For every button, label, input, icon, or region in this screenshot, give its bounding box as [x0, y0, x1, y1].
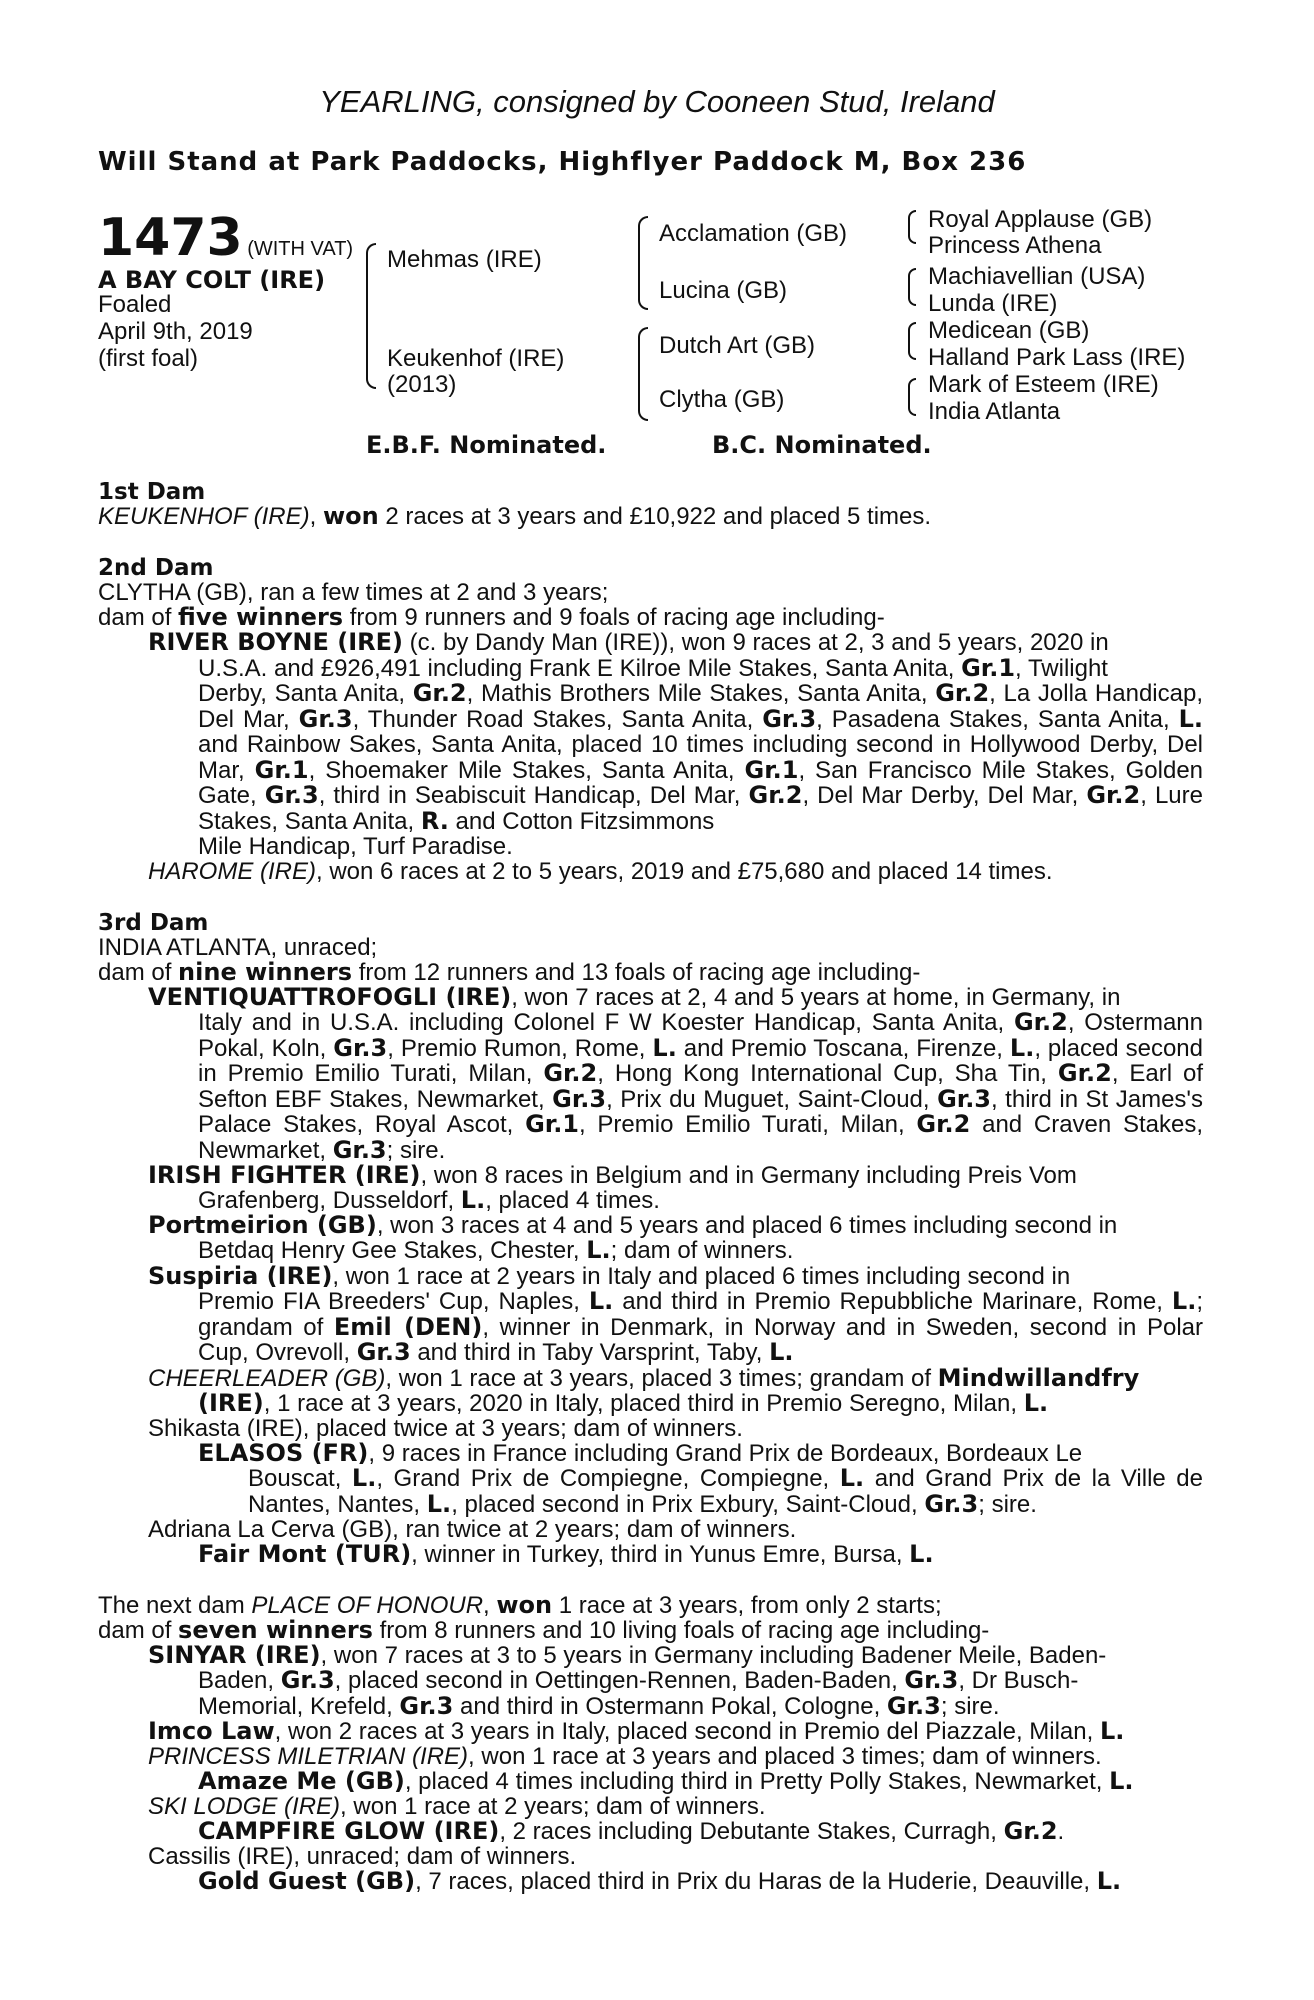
produce-fair-mont: Fair Mont (TUR), winner in Turkey, third in Yunus Emre, Bursa, L. — [198, 1540, 934, 1568]
produce-cassilis: Cassilis (IRE), unraced; dam of winners. — [148, 1843, 577, 1870]
produce-ski-lodge: SKI LODGE (IRE), won 1 race at 2 years; dam of winners. — [148, 1793, 766, 1820]
produce-gold-guest: Gold Guest (GB), 7 races, placed third in Prix du Haras de la Huderie, Deauville, L. — [198, 1867, 1122, 1895]
next-dam-name: PLACE OF HONOUR — [251, 1592, 484, 1619]
lot-name: A BAY COLT (IRE) — [98, 266, 326, 294]
second-dam-winners: five winners — [178, 603, 344, 631]
next-dam-won: won — [496, 1591, 553, 1619]
produce-harome: HAROME (IRE), won 6 races at 2 to 5 years, 2019 and £75,680 and placed 14 times. — [148, 858, 1053, 885]
lot-number-line — [98, 208, 353, 268]
produce-irish-fighter-cont: Grafenberg, Dusseldorf, L., placed 4 times. — [198, 1186, 660, 1214]
produce-portmeirion-cont: Betdaq Henry Gee Stakes, Chester, L.; dam of winners. — [198, 1236, 794, 1264]
next-dam-line2 — [98, 1618, 989, 1644]
second-dam-line1: CLYTHA (GB), ran a few times at 2 and 3 years; — [98, 579, 609, 606]
ggd-2: Lunda (IRE) — [928, 290, 1058, 317]
produce-elasos-cont: Bouscat, L., Grand Prix de Compiegne, Compiegne, L. and Grand Prix de la Ville de Nantes, Nantes, L., placed second in Prix Exbury, Saint-Cloud, Gr.3; sire. — [248, 1464, 1203, 1518]
next-dam-text-h: from 8 runners and 10 living foals of racing age including- — [372, 1617, 990, 1644]
foaled-label: Foaled — [98, 291, 172, 318]
produce-princess-miletrian: PRINCESS MILETRIAN (IRE), won 1 race at 3 years and placed 3 times; dam of winners. — [148, 1743, 1102, 1770]
produce-campfire-glow: CAMPFIRE GLOW (IRE), 2 races including Debutante Stakes, Curragh, Gr.2. — [198, 1817, 1065, 1845]
bc-nominated: B.C. Nominated. — [712, 431, 932, 459]
ggd-4: India Atlanta — [928, 398, 1061, 425]
next-dam-winners: seven winners — [178, 1616, 373, 1644]
foaled-date: April 9th, 2019 — [98, 318, 253, 345]
next-dam-text-c: , — [483, 1592, 497, 1619]
sire-sire: Acclamation (GB) — [659, 220, 848, 247]
dam-dam: Clytha (GB) — [659, 386, 785, 413]
produce-imco-law: Imco Law, won 2 races at 3 years in Italy, placed second in Premio del Piazzale, Milan, L. — [148, 1717, 1125, 1745]
produce-river-boyne: RIVER BOYNE (IRE) (c. by Dandy Man (IRE)), won 9 races at 2, 3 and 5 years, 2020 in U.S.A. and £926,491 including Frank E Kilroe Mile Stakes, Santa Anita, Gr.1, Twilight — [148, 628, 1109, 682]
first-dam-won: won — [322, 502, 379, 530]
produce-suspiria-cont: Premio FIA Breeders' Cup, Naples, L. and third in Premio Repubbliche Marinare, Rome, L.; grandam of Emil (DEN), winner in Denmark, in Norway and in Sweden, second in Polar Cup, Ovrevoll, Gr.3 and third in Taby Varsprint, Taby, L. — [198, 1287, 1203, 1366]
ggd-1: Princess Athena — [928, 232, 1102, 259]
next-dam-line1 — [98, 1593, 942, 1619]
first-dam-title: 1st Dam — [98, 479, 206, 505]
pedigree-brace-2 — [638, 216, 648, 310]
ggs-4: Mark of Esteem (IRE) — [928, 371, 1159, 398]
first-dam-line: KEUKENHOF (IRE), won 2 races at 3 years and £10,922 and placed 5 times. — [98, 502, 932, 530]
page-title: YEARLING, consigned by Cooneen Stud, Ireland — [319, 84, 995, 119]
produce-suspiria: Suspiria (IRE), won 1 race at 2 years in Italy and placed 6 times including second in — [148, 1262, 1071, 1290]
third-dam-title: 3rd Dam — [98, 910, 209, 936]
produce-amaze-me: Amaze Me (GB), placed 4 times including third in Pretty Polly Stakes, Newmarket, L. — [198, 1767, 1134, 1795]
produce-sinyar: SINYAR (IRE), won 7 races at 3 to 5 years in Germany including Badener Meile, Baden- — [148, 1641, 1107, 1669]
third-dam-line2 — [98, 960, 920, 986]
ggs-3: Medicean (GB) — [928, 317, 1090, 344]
dam-year: (2013) — [387, 371, 457, 398]
ggs-1: Royal Applause (GB) — [928, 206, 1153, 233]
pedigree-brace-3 — [638, 327, 648, 421]
first-dam-name: KEUKENHOF (IRE) — [98, 503, 310, 530]
third-dam-text-c: from 12 runners and 13 foals of racing age including- — [352, 959, 921, 986]
ebf-nominated: E.B.F. Nominated. — [366, 431, 607, 459]
produce-shikasta: Shikasta (IRE), placed twice at 3 years; dam of winners. — [148, 1415, 743, 1442]
sire: Mehmas (IRE) — [387, 246, 542, 273]
next-dam-text-a: The next dam — [98, 1592, 252, 1619]
dam-sire: Dutch Art (GB) — [659, 332, 816, 359]
lot-vat: (WITH VAT) — [247, 238, 354, 260]
foal-note: (first foal) — [98, 345, 199, 372]
produce-cheerleader: CHEERLEADER (GB), won 1 race at 3 years, placed 3 times; grandam of Mindwillandfry — [148, 1364, 1140, 1392]
pedigree-brace-5 — [908, 268, 916, 306]
third-dam-line1: INDIA ATLANTA, unraced; — [98, 934, 378, 961]
pedigree-brace-6 — [908, 322, 916, 360]
sire-dam: Lucina (GB) — [659, 277, 788, 304]
second-dam-line2 — [98, 605, 885, 631]
ggd-3: Halland Park Lass (IRE) — [928, 344, 1186, 371]
first-dam-text: 2 races at 3 years and £10,922 and placed 5 times. — [378, 503, 932, 530]
produce-river-boyne-cont: Derby, Santa Anita, Gr.2, Mathis Brothers Mile Stakes, Santa Anita, Gr.2, La Jolla Handicap, Del Mar, Gr.3, Thunder Road Stakes, Santa Anita, Gr.3, Pasadena Stakes, Santa Anita, L. and Rainbow Sakes, Santa Anita, placed 10 times including second in Hollywood Derby, Del Mar, Gr.1, Shoemaker Mile Stakes, Santa Anita, Gr.1, San Francisco Mile Stakes, Golden Gate, Gr.3, third in Seabiscuit Handicap, Del Mar, Gr.2, Del Mar Derby, Del Mar, Gr.2, Lure Stakes, Santa Anita, R. and Cotton Fitzsimmons Mile Handicap, Turf Paradise. — [198, 679, 1204, 860]
ggs-2: Machiavellian (USA) — [928, 263, 1146, 290]
second-dam-title: 2nd Dam — [98, 555, 214, 581]
third-dam-winners: nine winners — [178, 958, 353, 986]
next-dam-text-f: dam of — [98, 1617, 179, 1644]
second-dam-text-c: from 9 runners and 9 foals of racing age including- — [343, 604, 885, 631]
lot-number: 1473 — [98, 208, 243, 268]
produce-cheerleader-cont: (IRE), 1 race at 3 years, 2020 in Italy, placed third in Premio Seregno, Milan, L. — [198, 1389, 1049, 1417]
stand-location: Will Stand at Park Paddocks, Highflyer Paddock M, Box 236 — [98, 147, 1027, 177]
dam: Keukenhof (IRE) — [387, 345, 565, 372]
produce-elasos: ELASOS (FR), 9 races in France including Grand Prix de Bordeaux, Bordeaux Le — [198, 1439, 1083, 1467]
produce-ventiquattrofogli-cont: Italy and in U.S.A. including Colonel F W Koester Handicap, Santa Anita, Gr.2, Ostermann Pokal, Koln, Gr.3, Premio Rumon, Rome, L. and Premio Toscana, Firenze, L., placed second in Premio Emilio Turati, Milan, Gr.2, Hong Kong International Cup, Sha Tin, Gr.2, Earl of Sefton EBF Stakes, Newmarket, Gr.3, Prix du Muguet, Saint-Cloud, Gr.3, third in St James's Palace Stakes, Royal Ascot, Gr.1, Premio Emilio Turati, Milan, Gr.2 and Craven Stakes, Newmarket, Gr.3; sire. — [198, 1008, 1204, 1164]
produce-sinyar-cont: Baden, Gr.3, placed second in Oettingen-Rennen, Baden-Baden, Gr.3, Dr Busch- Memorial, Krefeld, Gr.3 and third in Ostermann Pokal, Cologne, Gr.3; sire. — [198, 1666, 1079, 1720]
produce-portmeirion: Portmeirion (GB), won 3 races at 4 and 5 years and placed 6 times including second in — [148, 1211, 1118, 1239]
pedigree-brace-4 — [908, 210, 916, 244]
produce-ventiquattrofogli: VENTIQUATTROFOGLI (IRE), won 7 races at 2, 4 and 5 years at home, in Germany, in — [148, 983, 1121, 1011]
produce-adriana: Adriana La Cerva (GB), ran twice at 2 years; dam of winners. — [148, 1516, 797, 1543]
pedigree-brace-7 — [908, 378, 916, 416]
pedigree-brace-1 — [366, 243, 376, 389]
produce-irish-fighter: IRISH FIGHTER (IRE), won 8 races in Belgium and in Germany including Preis Vom — [148, 1161, 1077, 1189]
next-dam-text-e: 1 race at 3 years, from only 2 starts; — [552, 1592, 942, 1619]
second-dam-text-a: dam of — [98, 604, 179, 631]
third-dam-text-a: dam of — [98, 959, 179, 986]
